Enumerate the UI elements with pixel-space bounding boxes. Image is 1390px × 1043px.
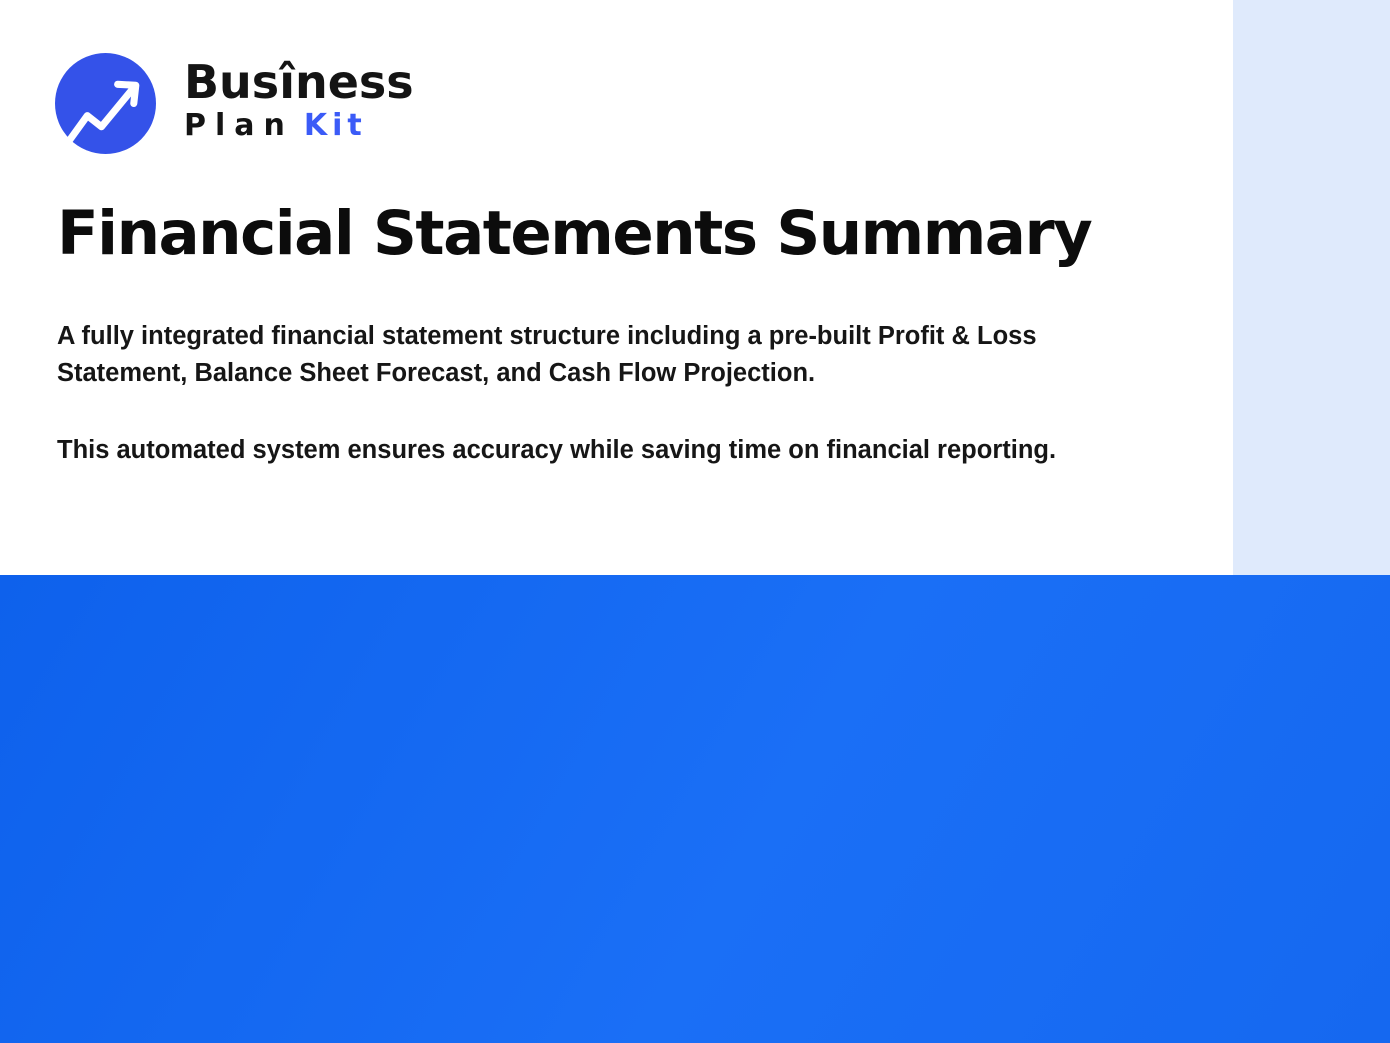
background-stripe (1233, 0, 1390, 575)
brand-name-top: Busîness (184, 55, 414, 109)
logo-icon (55, 53, 156, 154)
brand-name-bottom (184, 108, 414, 143)
brand-header (55, 53, 414, 154)
description-paragraph-2: This automated system ensures accuracy while saving time on financial reporting. (57, 436, 1057, 464)
page-title: Financial Statements Summary (57, 198, 1092, 269)
description-paragraph-1: A fully integrated financial statement structure including a pre-built Profit & Loss Statement, Balance Sheet Forecast, and Cash Flow Projection. (57, 322, 1037, 387)
brand-name-kit: Kit (303, 108, 367, 143)
brand-wordmark (184, 53, 414, 154)
bottom-banner (0, 575, 1390, 1043)
brand-name-plan: Plan (184, 108, 294, 143)
trend-arrow-icon (55, 53, 156, 154)
